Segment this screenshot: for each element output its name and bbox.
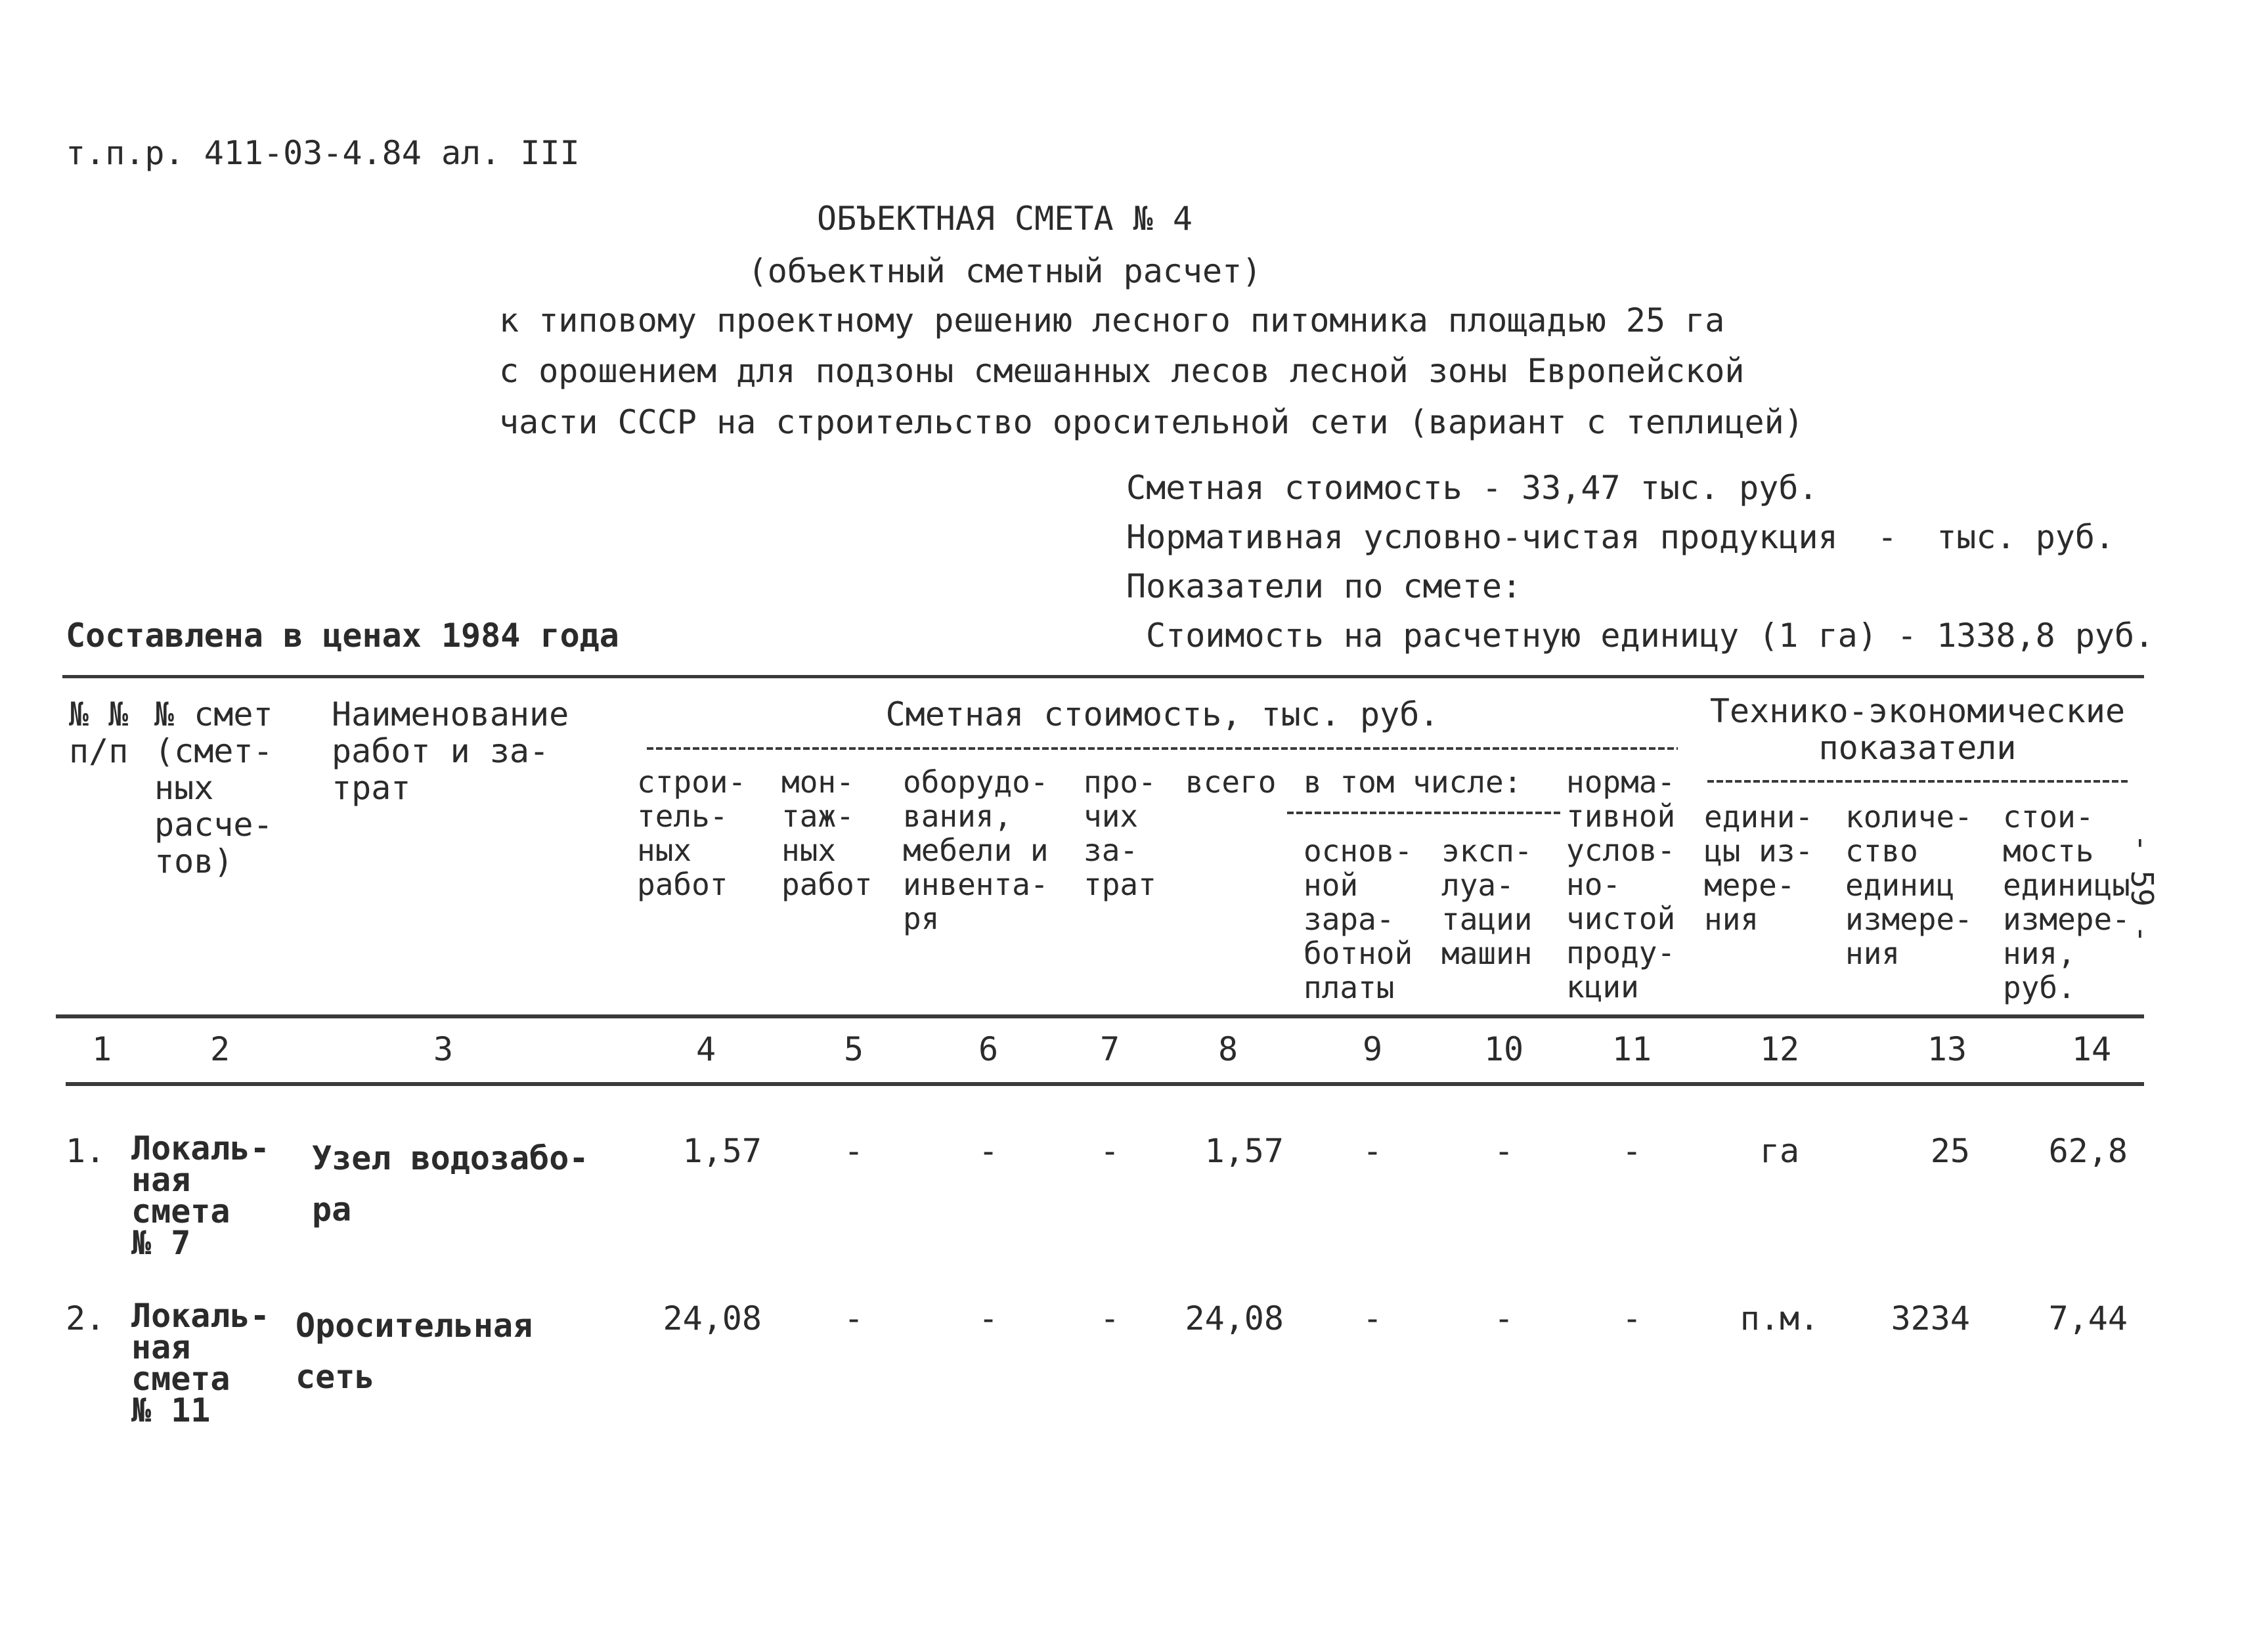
row-equipment: - [978, 1299, 999, 1337]
col-header-installation: мон- таж- ных работ [781, 764, 873, 902]
col-group-cost: Сметная стоимость, тыс. руб. [885, 695, 1439, 733]
document-title: ОБЪЕКТНАЯ СМЕТА № 4 [817, 200, 1193, 238]
row-machines: - [1493, 1132, 1514, 1170]
col-header-equipment: оборудо- вания, мебели и инвента- ря [903, 764, 1049, 936]
row-number: 1. [66, 1132, 106, 1170]
row-name: Узел водозабо- ра [312, 1139, 589, 1228]
col-number: 5 [843, 1030, 864, 1068]
row-construction: 24,08 [663, 1299, 762, 1337]
row-equipment: - [978, 1132, 999, 1170]
row-total: 1,57 [1204, 1132, 1284, 1170]
col-number: 2 [209, 1030, 230, 1068]
col-group-tech: Технико-экономические показатели [1709, 692, 2126, 767]
estimated-cost: Сметная стоимость - 33,47 тыс. руб. [1126, 469, 1818, 507]
col-number: 10 [1483, 1030, 1524, 1068]
col-number: 11 [1611, 1030, 1652, 1068]
col-header-including: в том числе: [1304, 764, 1522, 800]
row-installation: - [843, 1299, 864, 1337]
row-quantity: 3234 [1891, 1299, 1970, 1337]
col-number: 7 [1099, 1030, 1120, 1068]
col-number: 14 [2071, 1030, 2112, 1068]
col-header-unit-cost: стои- мость единицы измере- ния, руб. [2003, 799, 2130, 1005]
row-unit-cost: 62,8 [2048, 1132, 2128, 1170]
col-header-unit: едини- цы из- мере- ния [1704, 799, 1814, 937]
row-wages: - [1362, 1299, 1383, 1337]
compiled-prices: Составлена в ценах 1984 года [66, 617, 619, 655]
document-reference: т.п.р. 411-03-4.84 ал. III [66, 134, 580, 172]
tech-group-rule [1707, 780, 2128, 783]
col-number: 1 [91, 1030, 112, 1068]
col-number: 12 [1759, 1030, 1800, 1068]
description-line-2: с орошением для подзоны смешанных лесов лесной зоны Европейской [499, 352, 1745, 390]
col-header-name: Наименование работ и за- трат [332, 695, 569, 807]
row-estimate: Локаль- ная смета № 11 [131, 1297, 270, 1429]
row-other: - [1099, 1299, 1120, 1337]
col-number: 4 [695, 1030, 716, 1068]
row-construction: 1,57 [682, 1132, 762, 1170]
row-machines: - [1493, 1299, 1514, 1337]
col-header-wages: основ- ной зара- ботной платы [1304, 833, 1413, 1005]
row-normative: - [1621, 1132, 1642, 1170]
col-header-estimate: № смет (смет- ных расче- тов) [154, 695, 273, 880]
row-other: - [1099, 1132, 1120, 1170]
incl-rule [1287, 812, 1563, 814]
col-number: 9 [1362, 1030, 1383, 1068]
col-header-total: всего [1185, 764, 1277, 800]
document-subtitle: (объектный сметный расчет) [747, 252, 1262, 290]
col-header-construction: строи- тель- ных работ [637, 764, 747, 902]
header-bottom-rule [56, 1014, 2144, 1018]
row-wages: - [1362, 1132, 1383, 1170]
col-number: 3 [433, 1030, 454, 1068]
row-unit: га [1759, 1132, 1800, 1170]
column-numbers-rule [66, 1082, 2144, 1086]
row-unit-cost: 7,44 [2048, 1299, 2128, 1337]
col-header-other: про- чих за- трат [1084, 764, 1156, 902]
row-name: Оросительная сеть [296, 1307, 533, 1396]
row-unit: п.м. [1740, 1299, 1820, 1337]
indicators-label: Показатели по смете: [1126, 567, 1522, 605]
col-header-quantity: количе- ство единиц измере- ния [1845, 799, 1973, 971]
col-header-number: № № п/п [69, 695, 129, 770]
description-line-3: части СССР на строительство оросительной сети (вариант с теплицей) [499, 403, 1804, 441]
col-number: 13 [1927, 1030, 1967, 1068]
row-quantity: 25 [1930, 1132, 1970, 1170]
col-number: 6 [978, 1030, 999, 1068]
description-line-1: к типовому проектному решению лесного питомника площадью 25 га [499, 301, 1725, 339]
row-number: 2. [66, 1299, 106, 1337]
row-estimate: Локаль- ная смета № 7 [131, 1129, 270, 1262]
unit-cost-indicator: Стоимость на расчетную единицу (1 га) - 1338,8 руб. [1146, 617, 2155, 655]
row-installation: - [843, 1132, 864, 1170]
row-total: 24,08 [1185, 1299, 1284, 1337]
col-header-machines: эксп- луа- тации машин [1441, 833, 1533, 971]
page-number: - 59 - [2124, 834, 2160, 944]
table-top-rule [62, 675, 2144, 678]
cost-group-rule [647, 747, 1678, 750]
col-header-normative: норма- тивной услов- но- чистой проду- кции [1566, 764, 1676, 1005]
col-number: 8 [1217, 1030, 1238, 1068]
normative-product: Нормативная условно-чистая продукция - тыс. руб. [1126, 518, 2115, 556]
row-normative: - [1621, 1299, 1642, 1337]
